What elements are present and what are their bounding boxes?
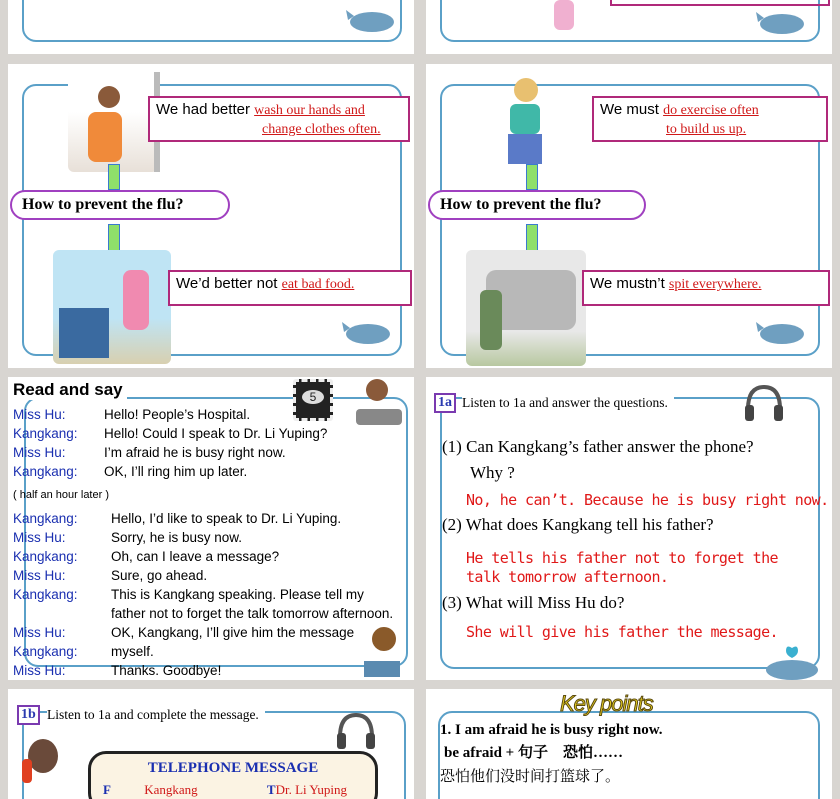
from-value: Kangkang <box>144 782 198 797</box>
nurse-image <box>356 617 404 679</box>
dialogue-line: Thanks. Goodbye! <box>111 663 222 678</box>
dialogue-line: father not to forget the talk tomorrow afternoon. <box>111 606 394 621</box>
task-badge: 1b <box>17 705 40 725</box>
bubble-prefix: We had better <box>156 101 250 118</box>
whale-icon <box>756 4 808 34</box>
question-bubble: How to prevent the flu? <box>428 190 646 220</box>
bubble-prefix: We mustn’t <box>590 275 665 292</box>
message-title: TELEPHONE MESSAGE <box>147 760 319 776</box>
stage-note: ( half an hour later ) <box>13 489 109 501</box>
task-badge: 1a <box>434 393 456 413</box>
answer-3: She will give his father the message. <box>466 623 778 641</box>
speaker-label: Miss Hu: <box>13 407 66 422</box>
question-1: (1) Can Kangkang’s father answer the phone? <box>442 437 754 456</box>
speaker-label: Miss Hu: <box>13 625 66 640</box>
dialogue-line: OK, Kangkang, I’ll give him the message <box>111 625 355 640</box>
slide-frame <box>22 0 402 42</box>
arrow-down-icon <box>108 224 120 252</box>
speech-bubble-top <box>592 96 828 142</box>
boy-spitting-image <box>466 250 586 366</box>
slide-title: Read and say <box>13 380 127 400</box>
question-2: (2) What does Kangkang tell his father? <box>442 515 714 534</box>
speaker-label: Miss Hu: <box>13 445 66 460</box>
bubble-prefix: We’d better not <box>176 275 278 292</box>
answer-2b: talk tomorrow afternoon. <box>466 568 669 586</box>
task-instruction: Listen to 1a and complete the message. <box>47 707 265 723</box>
boy-exercising-image <box>486 68 576 168</box>
speaker-label: Miss Hu: <box>13 568 66 583</box>
answer-1: No, he can’t. Because he is busy right now. <box>466 491 829 509</box>
speaker-label: Kangkang: <box>13 587 78 602</box>
dialogue-line: Sure, go ahead. <box>111 568 208 583</box>
telephone-message-card <box>88 751 378 799</box>
dialogue-line: Sorry, he is busy now. <box>111 530 243 545</box>
question-bubble: How to prevent the flu? <box>10 190 230 220</box>
film-icon <box>293 379 333 421</box>
answer-text: change clothes often. <box>262 122 381 137</box>
dialogue-line: Hello, I’d like to speak to Dr. Li Yuping. <box>111 511 342 526</box>
dialogue-line: This is Kangkang speaking. Please tell my <box>111 587 364 602</box>
phone-boy-image <box>22 739 68 789</box>
whale-icon <box>346 2 398 32</box>
phone-boy-image <box>356 379 402 427</box>
whale-icon <box>762 646 822 680</box>
answer-2a: He tells his father not to forget the <box>466 549 778 567</box>
key-point-1: 1. I am afraid he is busy right now. <box>440 722 663 738</box>
question-3: (3) What will Miss Hu do? <box>442 593 625 612</box>
slide-1b <box>8 689 414 799</box>
speaker-label: Kangkang: <box>13 549 78 564</box>
speech-bubble-bottom <box>168 270 412 306</box>
slide-1a <box>426 377 832 680</box>
girl-trash-image <box>53 250 171 364</box>
dialogue-line: Hello! People’s Hospital. <box>104 407 251 422</box>
arrow-up-icon <box>526 164 538 190</box>
key-example: 恐怕他们没时间打篮球了。 <box>440 767 621 785</box>
speech-bubble-top <box>148 96 410 142</box>
dialogue-line: Hello! Could I speak to Dr. Li Yuping? <box>104 426 328 441</box>
to-value: Dr. Li Yuping <box>275 782 347 797</box>
girl-figure <box>554 0 574 30</box>
headphones-icon <box>742 383 786 423</box>
speaker-label: Kangkang: <box>13 426 78 441</box>
arrow-down-icon <box>526 224 538 252</box>
slide-key-points <box>426 689 832 799</box>
slide-read-and-say <box>8 377 414 680</box>
slide-flu-had-better <box>8 64 414 368</box>
speaker-label: Miss Hu: <box>13 663 66 678</box>
girl-washing-hands-image <box>68 72 158 172</box>
from-label: F <box>103 782 111 797</box>
bubble-prefix: We must <box>600 101 659 118</box>
speaker-label: Kangkang: <box>13 511 78 526</box>
film-number: 5 <box>302 390 324 404</box>
speaker-label: Kangkang: <box>13 464 78 479</box>
task-instruction: Listen to 1a and answer the questions. <box>462 395 674 411</box>
to-label: T <box>266 782 276 797</box>
dialogue-line: I’m afraid he is busy right now. <box>104 445 286 460</box>
answer-text: eat bad food. <box>281 277 355 292</box>
dialogue-line: Oh, can I leave a message? <box>111 549 280 564</box>
key-pattern: be afraid + 句子 恐怕…… <box>444 745 623 761</box>
whale-icon <box>756 314 808 344</box>
speaker-label: Kangkang: <box>13 644 78 659</box>
arrow-up-icon <box>108 164 120 190</box>
speech-bubble-bottom <box>582 270 830 306</box>
answer-text: to build us up. <box>666 122 747 137</box>
speaker-label: Miss Hu: <box>13 530 66 545</box>
slide-top-left <box>8 0 414 54</box>
answer-text: wash our hands and <box>254 103 365 118</box>
answer-text: do exercise often <box>663 103 759 118</box>
answer-text: spit everywhere. <box>668 277 762 292</box>
key-points-title: Key points <box>560 691 653 716</box>
question-1-why: Why ? <box>470 463 515 482</box>
dialogue-line: OK, I’ll ring him up later. <box>104 464 248 479</box>
headphones-icon <box>334 711 378 751</box>
dialogue-line: myself. <box>111 644 154 659</box>
slide-flu-must <box>426 64 832 368</box>
whale-icon <box>342 314 394 344</box>
slide-top-right <box>426 0 832 54</box>
